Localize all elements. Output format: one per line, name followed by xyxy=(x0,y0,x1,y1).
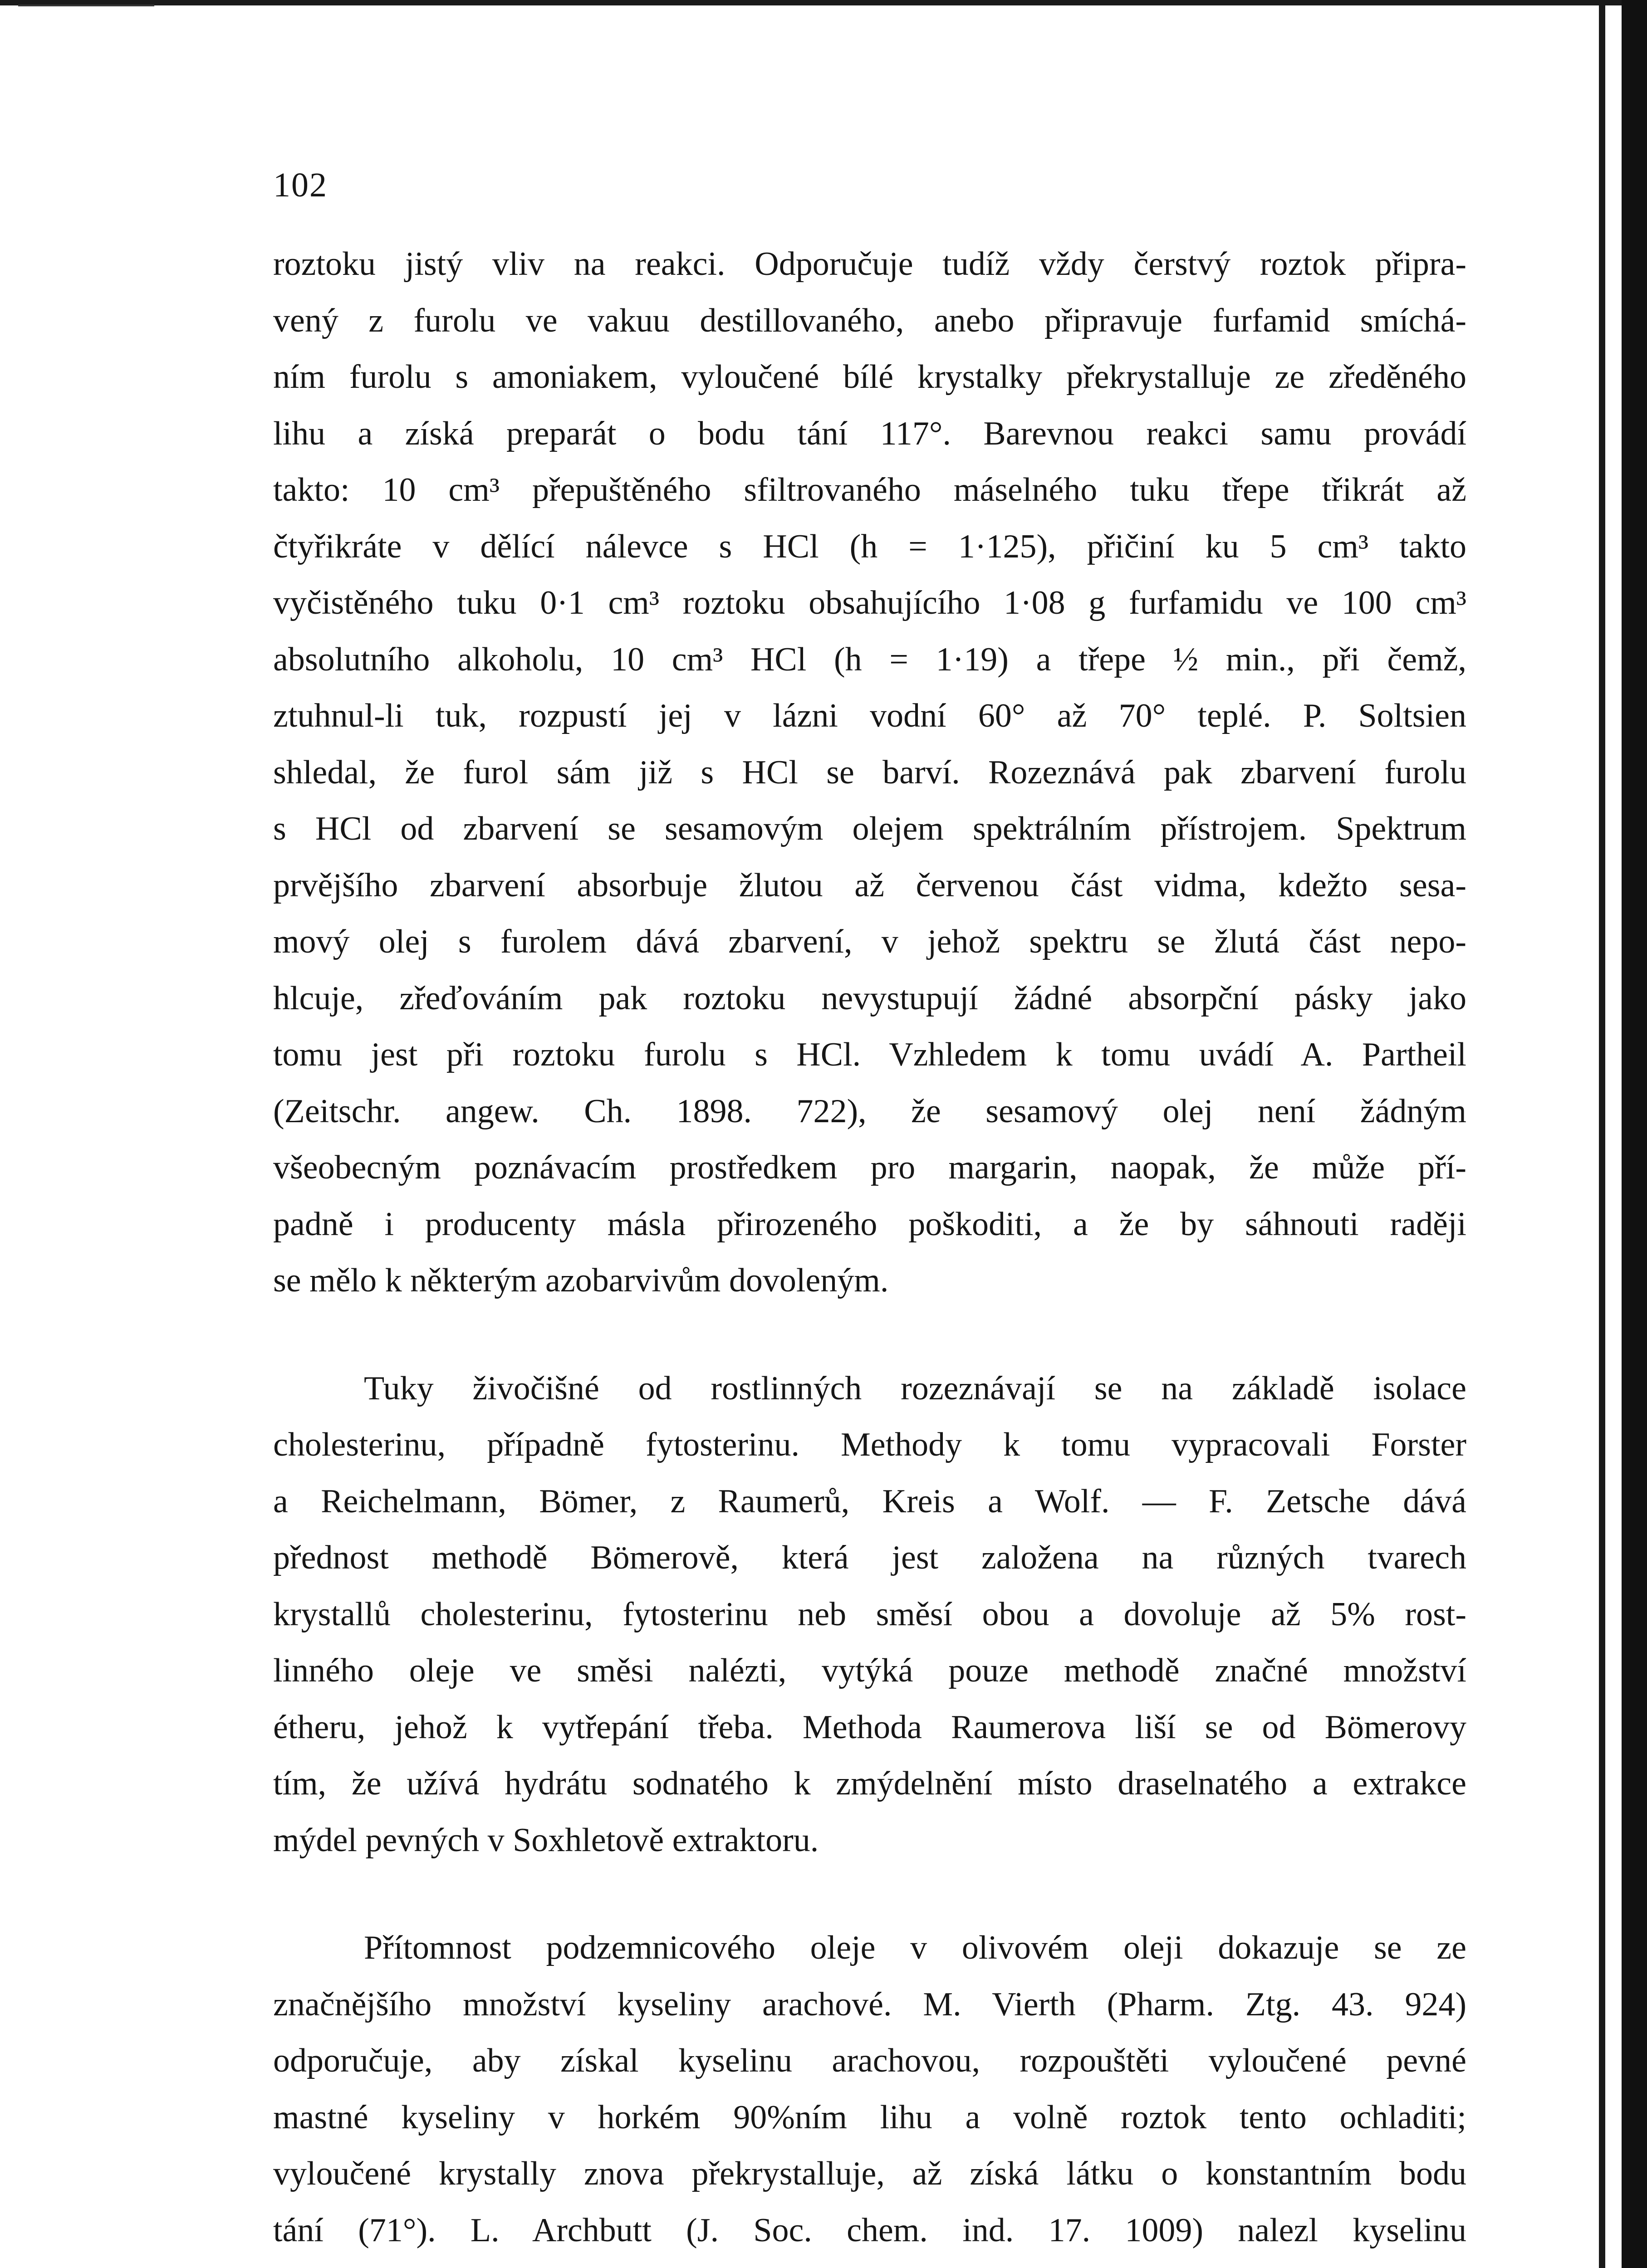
page-body xyxy=(273,236,1466,2268)
text-line: Přítomnost podzemnicového oleje v olivovém oleji dokazuje se ze xyxy=(364,1929,1466,1966)
text-line: ním furolu s amoniakem, vyloučené bílé krystalky překrystalluje ze zředěného xyxy=(273,358,1466,396)
text-line: všeobecným poznávacím prostředkem pro margarin, naopak, že může pří- xyxy=(273,1149,1466,1186)
text-line: přednost methodě Bömerově, která jest založena na různých tvarech xyxy=(273,1539,1466,1576)
text-line: (Zeitschr. angew. Ch. 1898. 722), že sesamový olej není žádným xyxy=(273,1092,1466,1130)
text-line: shledal, že furol sám již s HCl se barví. Rozeznává pak zbarvení furolu xyxy=(273,753,1466,791)
text-line: Tuky živočišné od rostlinných rozeznávají se na základě isolace xyxy=(364,1369,1466,1407)
text-line: prvějšího zbarvení absorbuje žlutou až červenou část vidma, kdežto sesa- xyxy=(273,866,1466,904)
text-line: vený z furolu ve vakuu destillovaného, anebo připravuje furfamid smíchá- xyxy=(273,302,1466,339)
text-line: vyloučené krystally znova překrystalluje, až získá látku o konstantním bodu xyxy=(273,2155,1466,2192)
text-line: odporučuje, aby získal kyselinu arachovou, rozpouštěti vyloučené pevné xyxy=(273,2042,1466,2079)
text-line: s HCl od zbarvení se sesamovým olejem spektrálním přístrojem. Spektrum xyxy=(273,810,1466,847)
text-line: mýdel pevných v Soxhletově extraktoru. xyxy=(273,1821,819,1859)
text-line: takto: 10 cm³ přepuštěného sfiltrovaného máselného tuku třepe třikrát až xyxy=(273,471,1466,508)
text-line: lihu a získá preparát o bodu tání 117°. Barevnou reakci samu provádí xyxy=(273,415,1466,452)
text-line: cholesterinu, případně fytosterinu. Methody k tomu vypracovali Forster xyxy=(273,1426,1466,1463)
text-line: linného oleje ve směsi nalézti, vytýká pouze methodě značné množství xyxy=(273,1652,1466,1689)
paragraph-spacer xyxy=(273,1309,1466,1360)
paragraph-furol-reaction xyxy=(273,236,1466,1309)
scan-top-edge xyxy=(0,0,1647,5)
text-line: se mělo k některým azobarvivům dovoleným. xyxy=(273,1262,889,1299)
text-line: roztoku jistý vliv na reakci. Odporučuje tudíž vždy čerstvý roztok připra- xyxy=(273,245,1466,283)
paragraph-animal-plant-fats xyxy=(273,1360,1466,1869)
text-line: čtyřikráte v dělící nálevce s HCl (h = 1·125), přičiní ku 5 cm³ takto xyxy=(273,528,1466,565)
text-line: tomu jest při roztoku furolu s HCl. Vzhledem k tomu uvádí A. Partheil xyxy=(273,1036,1466,1073)
text-line: étheru, jehož k vytřepání třeba. Methoda Raumerova liší se od Bömerovy xyxy=(273,1708,1466,1746)
text-line: absolutního alkoholu, 10 cm³ HCl (h = 1·19) a třepe ½ min., při čemž, xyxy=(273,640,1466,678)
paragraph-peanut-oil xyxy=(273,1920,1466,2268)
text-line: tím, že užívá hydrátu sodnatého k zmýdelnění místo draselnatého a extrakce xyxy=(273,1765,1466,1802)
scan-right-inner-edge xyxy=(1599,0,1605,2268)
text-line: vyčistěného tuku 0·1 cm³ roztoku obsahujícího 1·08 g furfamidu ve 100 cm³ xyxy=(273,584,1466,621)
paragraph-spacer xyxy=(273,1868,1466,1920)
text-line: značnějšího množství kyseliny arachové. M. Vierth (Pharm. Ztg. 43. 924) xyxy=(273,1985,1466,2023)
text-line: ztuhnul-li tuk, rozpustí jej v lázni vodní 60° až 70° teplé. P. Soltsien xyxy=(273,697,1466,734)
text-line: mastné kyseliny v horkém 90%ním lihu a volně roztok tento ochladiti; xyxy=(273,2098,1466,2136)
text-line xyxy=(273,2258,1466,2268)
text-line: a Reichelmann, Bömer, z Raumerů, Kreis a Wolf. — F. Zetsche dává xyxy=(273,1482,1466,1520)
text-line: hlcuje, zřeďováním pak roztoku nevystupují žádné absorpční pásky jako xyxy=(273,979,1466,1017)
text-line: krystallů cholesterinu, fytosterinu neb směsí obou a dovoluje až 5% rost- xyxy=(273,1595,1466,1633)
text-line: mový olej s furolem dává zbarvení, v jehož spektru se žlutá část nepo- xyxy=(273,923,1466,960)
scan-right-edge xyxy=(1622,0,1647,2268)
page-number: 102 xyxy=(273,166,328,204)
text-line: padně i producenty másla přirozeného poškoditi, a že by sáhnouti raději xyxy=(273,1205,1466,1243)
scan-top-mark xyxy=(18,5,154,6)
text-line: tání (71°). L. Archbutt (J. Soc. chem. ind. 17. 1009) nalezl kyselinu xyxy=(273,2211,1466,2249)
